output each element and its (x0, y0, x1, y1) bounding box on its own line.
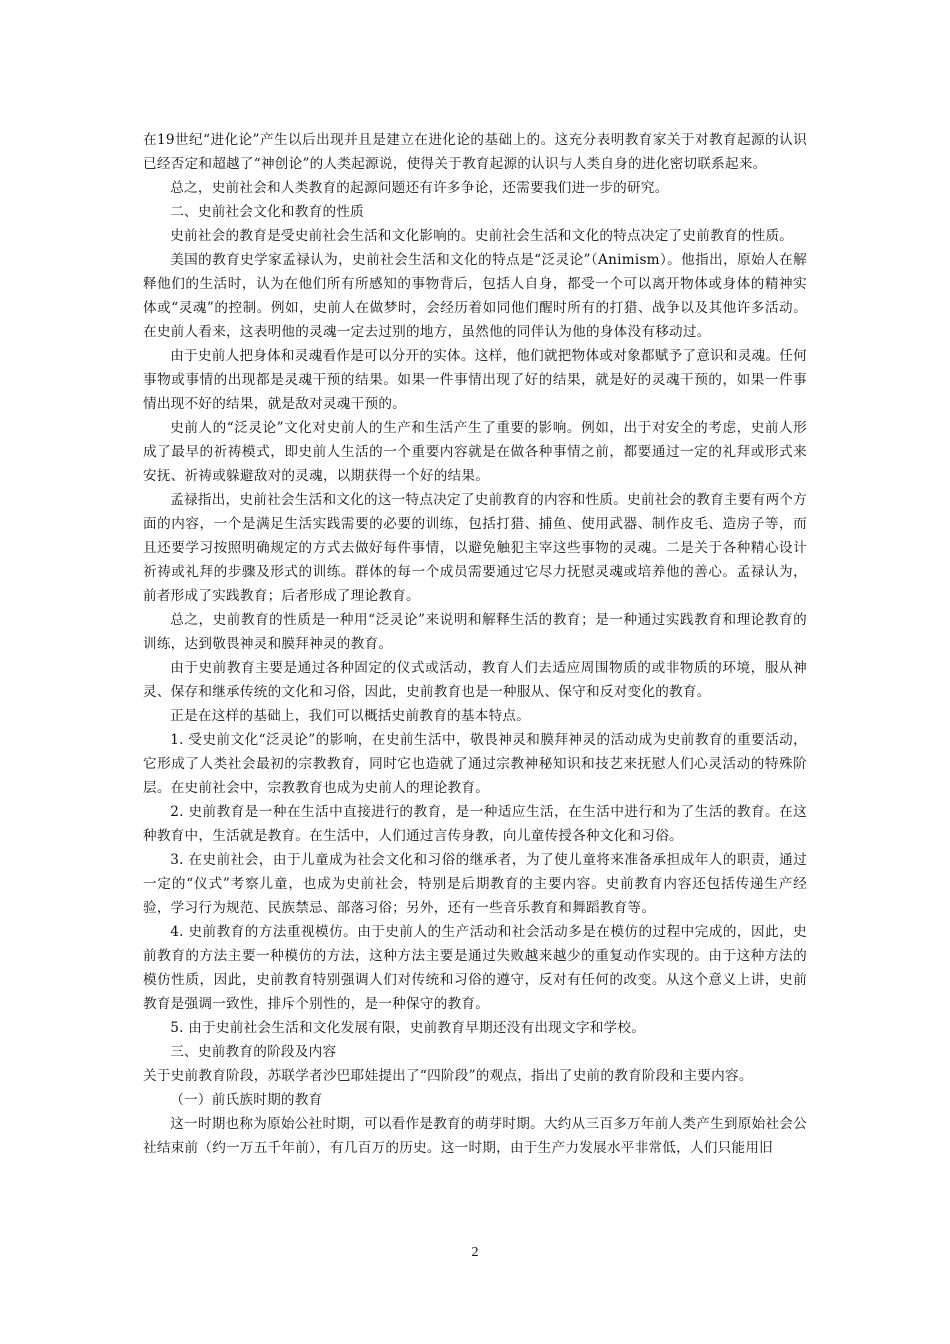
paragraph: 史前人的“泛灵论”文化对史前人的生产和生活产生了重要的影响。例如，出于对安全的考虑，史前人形成了最早的祈祷模式，即史前人生活的一个重要内容就是在做各种事情之前，都要通过一定的礼拜或形式来安抚、祈祷或躲避敌对的灵魂，以期获得一个好的结果。 (143, 420, 807, 484)
page-number: 2 (471, 1245, 479, 1260)
list-item: 5. 由于史前社会生活和文化发展有限，史前教育早期还没有出现文字和学校。 (170, 1020, 646, 1036)
subsection-heading: （一）前氏族时期的教育 (170, 1092, 323, 1108)
paragraph: 总之，史前教育的性质是一种用“泛灵论”来说明和解释生活的教育；是一种通过实践教育和理论教育的训练，达到敬畏神灵和膜拜神灵的教育。 (143, 612, 807, 652)
paragraph: 由于史前教育主要是通过各种固定的仪式或活动，教育人们去适应周围物质的或非物质的环境，服从神灵、保存和继承传统的文化和习俗，因此，史前教育也是一种服从、保守和反对变化的教育。 (143, 660, 807, 700)
list-item: 1. 受史前文化“泛灵论”的影响，在史前生活中，敬畏神灵和膜拜神灵的活动成为史前教育的重要活动，它形成了人类社会最初的宗教教育，同时它也造就了通过宗教神秘知识和技艺来抚慰人们心灵活动的特殊阶层。在史前社会中，宗教教育也成为史前人的理论教育。 (143, 732, 807, 796)
list-item: 2. 史前教育是一种在生活中直接进行的教育，是一种适应生活，在生活中进行和为了生活的教育。在这种教育中，生活就是教育。在生活中，人们通过言传身教，向儿童传授各种文化和习俗。 (143, 804, 807, 844)
paragraph: 由于史前人把身体和灵魂看作是可以分开的实体。这样，他们就把物体或对象都赋予了意识和灵魂。任何事物或事情的出现都是灵魂干预的结果。如果一件事情出现了好的结果，就是好的灵魂干预的，如果一件事情出现不好的结果，就是敌对灵魂干预的。 (143, 348, 807, 412)
paragraph: 史前社会的教育是受史前社会生活和文化影响的。史前社会生活和文化的特点决定了史前教育的性质。 (170, 228, 794, 244)
paragraph: 这一时期也称为原始公社时期，可以看作是教育的萌芽时期。大约从三百多万年前人类产生到原始社会公社结束前（约一万五千年前），有几百万的历史。这一时期，由于生产力发展水平非常低，人们只能用旧 (143, 1116, 807, 1156)
body-text (143, 128, 807, 1160)
paragraph: 孟禄指出，史前社会生活和文化的这一特点决定了史前教育的内容和性质。史前社会的教育主要有两个方面的内容，一个是满足生活实践需要的必要的训练，包括打猎、捕鱼、使用武器、制作皮毛、造房子等，而且还要学习按照明确规定的方式去做好每件事情，以避免触犯主宰这些事物的灵魂。二是关于各种精心设计祈祷或礼拜的步骤及形式的训练。群体的每一个成员需要通过它尽力抚慰灵魂或培养他的善心。孟禄认为，前者形成了实践教育；后者形成了理论教育。 (143, 492, 807, 604)
paragraph: 总之，史前社会和人类教育的起源问题还有许多争论，还需要我们进一步的研究。 (170, 180, 669, 196)
paragraph: 关于史前教育阶段，苏联学者沙巴耶娃提出了“四阶段”的观点，指出了史前的教育阶段和主要内容。 (143, 1068, 753, 1084)
paragraph: 正是在这样的基础上，我们可以概括史前教育的基本特点。 (170, 708, 531, 724)
list-item: 3. 在史前社会，由于儿童成为社会文化和习俗的继承者，为了使儿童将来准备承担成年人的职责，通过一定的“仪式”考察儿童，也成为史前社会，特别是后期教育的主要内容。史前教育内容还包括传递生产经验，学习行为规范、民族禁忌、部落习俗；另外，还有一些音乐教育和舞蹈教育等。 (143, 852, 807, 916)
paragraph: 在19世纪“进化论”产生以后出现并且是建立在进化论的基础上的。这充分表明教育家关于对教育起源的认识已经否定和超越了“神创论”的人类起源说，使得关于教育起源的认识与人类自身的进化密切联系起来。 (143, 132, 807, 172)
paragraph: 美国的教育史学家孟禄认为，史前社会生活和文化的特点是“泛灵论”（Animism）。他指出，原始人在解释他们的生活时，认为在他们所有所感知的事物背后，包括人自身，都受一个可以离开物体或身体的精神实体或“灵魂”的控制。例如，史前人在做梦时，会经历着如同他们醒时所有的打猎、战争以及其他许多活动。在史前人看来，这表明他的灵魂一定去过别的地方，虽然他的同伴认为他的身体没有移动过。 (143, 252, 807, 340)
section-heading: 二、史前社会文化和教育的性质 (170, 204, 364, 220)
list-item: 4. 史前教育的方法重视模仿。由于史前人的生产活动和社会活动多是在模仿的过程中完成的，因此，史前教育的方法主要一种模仿的方法，这种方法主要是通过失败越来越少的重复动作实现的。由于这种方法的模仿性质，因此，史前教育特别强调人们对传统和习俗的遵守，反对有任何的改变。从这个意义上讲，史前教育是强调一致性，排斥个别性的，是一种保守的教育。 (143, 924, 807, 1012)
section-heading: 三、史前教育的阶段及内容 (170, 1044, 337, 1060)
